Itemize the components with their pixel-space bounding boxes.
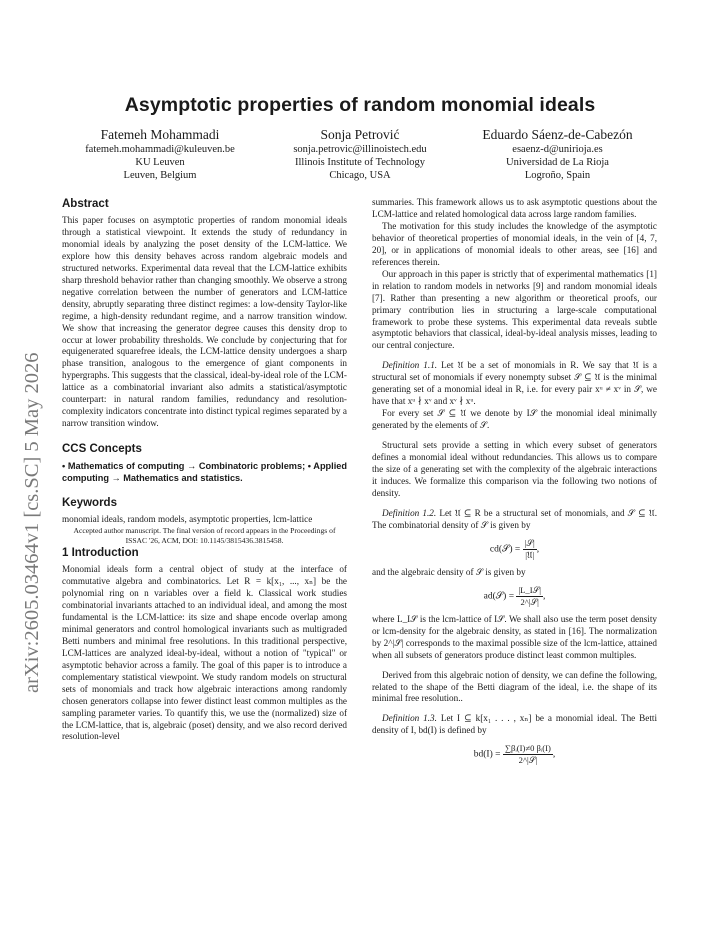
keywords-heading: Keywords bbox=[62, 497, 117, 510]
definition-text: Let 𝔘 ⊆ R be a structural set of monomials, and 𝒮 ⊆ 𝔘. The combinatorial density of 𝒮 is given by bbox=[372, 507, 657, 530]
author-3 bbox=[455, 126, 660, 182]
equation-ad: ad(𝒮) = $\frac{\text{|L\_I𝒮|}}{\text{2\textasciicircum{}|𝒮|}}$ , bbox=[483, 584, 546, 607]
author-1 bbox=[60, 126, 260, 182]
author-email: fatemeh.mohammadi@kuleuven.be bbox=[85, 144, 235, 155]
paper-title: Asymptotic properties of random monomial ideals bbox=[124, 94, 596, 116]
ccs-text: • Mathematics of computing → Combinatoric problems; • Applied computing → Mathematics and statistics. bbox=[62, 461, 347, 484]
denominator: 2^|𝒮| bbox=[518, 755, 538, 766]
equation-bd: bd(I) = $\frac{\text{∑βᵢ(I)≠0 βᵢ(I)}}{\text{2\textasciicircum{}|𝒮|}}$ , bbox=[473, 743, 556, 766]
denominator: |𝔘| bbox=[525, 549, 535, 560]
fraction bbox=[503, 743, 553, 766]
equation-cd: cd(𝒮) = $\frac{\text{|𝒮|}}{\text{|𝔘|}}$ , bbox=[489, 537, 540, 560]
definition-1-2 bbox=[372, 508, 657, 532]
abstract-heading: Abstract bbox=[62, 198, 109, 210]
definition-label: Definition 1.3. bbox=[382, 713, 437, 724]
right-column bbox=[372, 197, 657, 772]
arxiv-stamp-text: arXiv:2605.03464v1 [cs.SC] 5 May 2026 bbox=[21, 352, 43, 693]
author-name: Fatemeh Mohammadi bbox=[100, 127, 220, 142]
definition-text: Let I ⊆ k[x₁ . . . , xₙ] be a monomial ideal. The Betti density of I, bd(I) is defined by bbox=[372, 713, 658, 736]
equation-lhs: ad(𝒮) = bbox=[483, 591, 515, 602]
paragraph: where L_I𝒮 is the lcm-lattice of I𝒮. We shall also use the term poset density or lcm-density for the algebraic density, as stated in [16]. The normalization by 2^|𝒮| corresponds to the maximal possible size of the lcm-lattice, attained when all subsets of generators produce distinct least common multiples. bbox=[372, 613, 657, 660]
numerator: ∑βᵢ(I)≠0 βᵢ(I) bbox=[504, 743, 551, 754]
author-2 bbox=[255, 126, 465, 182]
keywords-text: monomial ideals, random models, asymptotic properties, lcm-lattice bbox=[62, 514, 313, 525]
author-location: Logroño, Spain bbox=[524, 170, 591, 181]
fraction bbox=[516, 585, 543, 608]
intro-text: Monomial ideals form a central object of study at the interface of commutative algebra and combinatorics. Let R = k[x₁, ..., xₙ] be the polynomial ring on n variables over a field k. Classical work studies combinatorial invariants attached to an individual ideal, and among the most fundamental is the LCM-lattice: its size and shape encode overlap among minimal generators and control homological invariants such as multigraded Betti numbers and minimal free resolutions. In this traditional perspective, LCM-lattices are analyzed ideal-by-ideal, without a notion of "typical" or asymptotic behavior across a family. The goal of this paper is to introduce a complementary statistical viewpoint. We study random models on structural sets of monomials and track how algebraic interactions among randomly chosen generators collapse into fewer distinct least common multiples as the sampling parameter varies. To quantify this, we use the (normalized) size of the LCM-lattice, that is, algebraic (poset) density, and we also record derived resolution-level bbox=[62, 564, 347, 742]
definition-1-1 bbox=[372, 360, 657, 408]
arxiv-stamp bbox=[10, 255, 50, 695]
author-affiliation: KU Leuven bbox=[135, 157, 185, 168]
paragraph: Derived from this algebraic notion of density, we can define the following, related to the shape of the Betti diagram of the ideal, i.e. the shape of its minimal free resolution.. bbox=[372, 669, 657, 704]
intro-heading: 1 Introduction bbox=[62, 547, 139, 560]
equation-lhs: bd(I) = bbox=[473, 750, 501, 760]
numerator: |𝒮| bbox=[524, 537, 535, 548]
definition-label: Definition 1.2. bbox=[382, 507, 437, 518]
definition-1-3 bbox=[372, 713, 657, 737]
paragraph: Structural sets provide a setting in which every subset of generators defines a monomial ideal without redundancies. This allows us to compare the size of a generating set with the complexity of the algebraic interactions it induces. We formalize this comparison via the following two notions of density. bbox=[372, 440, 657, 498]
definition-text: Let 𝔘 be a set of monomials in R. We say that 𝔘 is a structural set of monomials if every nonempty subset 𝒮 ⊆ 𝔘 is the minimal generating set of a monomial ideal in R, i.e. for every pair xᵘ ≠ xᵛ in 𝒮, we have that xᵘ ∤ xᵛ and xᵛ ∤ xᵘ. bbox=[372, 360, 657, 407]
denominator: 2^|𝒮| bbox=[520, 596, 539, 607]
author-affiliation: Illinois Institute of Technology bbox=[294, 157, 425, 168]
abstract-text: This paper focuses on asymptotic properties of random monomial ideals through a statistical viewpoint. It extends the study of redundancy in monomial ideals by analyzing the poset density of the LCM-lattice. We explore how this density behaves across random algebraic models and structured networks. Experimental data reveal that the LCM-lattice exhibits sharp threshold behavior rather than changing smoothly. We observe a strong negative correlation between the number of generators and LCM-lattice density, abruptly separating three distinct regimes: a low-density Taylor-like regime, a high-density redundant regime, and a narrow transition window. We show that increasing the generator degree causes this density drop to occur at lower probability thresholds. We conclude by conjecturing that for equigenerated squarefree ideals, the LCM-lattice density undergoes a sharp phase transition, analogous to the emergence of giant components in hypergraphs. This suggests that the classical, ideal-by-ideal role of the LCM-lattice as a combinatorial invariant also admits a statistical/asymptotic counterpart: in natural random families, redundancy and resolution-complexity indicators concentrate into distinct typical regimes separated by a narrow transition window. bbox=[62, 215, 347, 429]
paragraph: Our approach in this paper is strictly that of experimental mathematics [1] in relation to random models in networks [9] and random monomial ideals [7]. Rather than presenting a new algorithm or theoretical proofs, our primary contribution lies in structuring a large-scale computational framework to probe these systems. This experimental data reveals subtle asymptotic behaviors that classical, ideal-by-ideal analysis misses, leading to our central conjecture. bbox=[372, 268, 657, 351]
author-name: Sonja Petrović bbox=[320, 127, 400, 142]
fraction bbox=[523, 538, 537, 561]
author-block bbox=[60, 126, 660, 188]
equation-lhs: cd(𝒮) = bbox=[489, 544, 521, 555]
author-name: Eduardo Sáenz-de-Cabezón bbox=[482, 127, 633, 142]
left-column bbox=[62, 197, 347, 743]
author-location: Chicago, USA bbox=[329, 170, 391, 181]
author-email: esaenz-d@unirioja.es bbox=[512, 144, 603, 155]
paragraph: summaries. This framework allows us to ask asymptotic questions about the LCM-lattice and related homological data across large random families. bbox=[372, 197, 657, 219]
author-email: sonja.petrovic@illinoistech.edu bbox=[293, 144, 427, 155]
manuscript-note: Accepted author manuscript. The final version of record appears in the Proceedings of ISSAC '26, ACM, DOI: 10.1145/3815436.3815458. bbox=[73, 526, 336, 546]
paragraph: The motivation for this study includes the knowledge of the asymptotic behavior of theoretical properties of monomial ideals, in the vein of [4, 7, 20], or in applications of monomial ideals to other areas, see [16] and references therein. bbox=[372, 220, 657, 267]
definition-label: Definition 1.1. bbox=[382, 360, 438, 371]
ccs-heading: CCS Concepts bbox=[62, 443, 142, 456]
paragraph: and the algebraic density of 𝒮 is given by bbox=[372, 566, 526, 577]
author-affiliation: Universidad de La Rioja bbox=[506, 157, 609, 168]
numerator: |L_I𝒮| bbox=[518, 584, 541, 595]
author-location: Leuven, Belgium bbox=[123, 170, 197, 181]
definition-1-1-cont: For every set 𝒮 ⊆ 𝔘 we denote by I𝒮 the monomial ideal minimally generated by the elements of 𝒮. bbox=[372, 408, 657, 431]
